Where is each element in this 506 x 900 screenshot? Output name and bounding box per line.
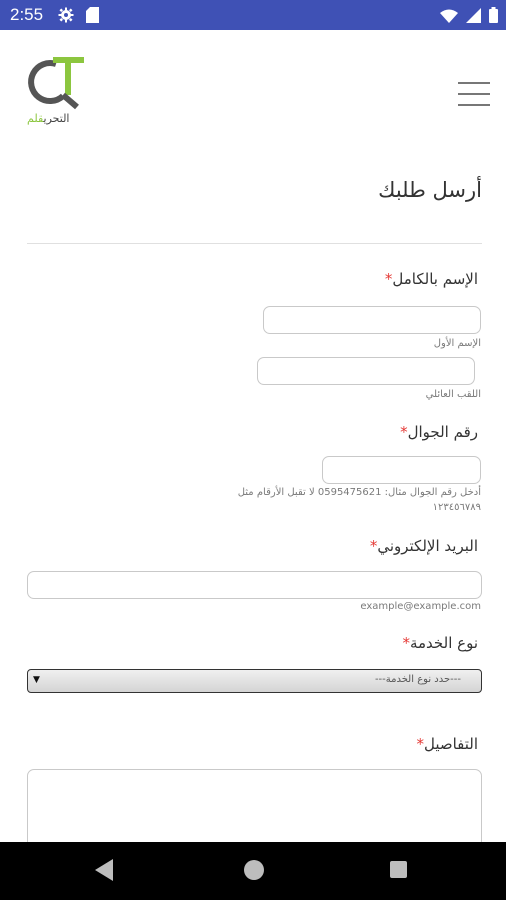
wifi-icon: [440, 8, 458, 27]
dropdown-arrow-icon: ▼: [33, 675, 40, 685]
header: [0, 30, 506, 140]
service-label-text: نوع الخدمة: [409, 634, 478, 652]
email-label: [365, 537, 478, 555]
required-mark: *: [416, 735, 424, 753]
details-label: [411, 735, 478, 753]
status-bar: [0, 0, 506, 30]
navigation-bar: [0, 842, 506, 900]
page-title: أرسل طلبك: [378, 178, 482, 202]
family-name-input[interactable]: [257, 357, 475, 385]
back-icon[interactable]: [95, 859, 113, 885]
mobile-input[interactable]: [322, 456, 481, 484]
recents-icon[interactable]: [390, 861, 407, 878]
cellular-signal-icon: [466, 8, 481, 27]
logo-text-gray: التحري: [43, 112, 70, 125]
email-label-text: البريد الإلكتروني: [377, 537, 478, 555]
service-select[interactable]: [27, 669, 482, 693]
logo-text-green: قلم: [27, 112, 44, 125]
full-name-label: [380, 270, 478, 288]
details-label-text: التفاصيل: [423, 735, 478, 753]
sd-card-icon: [86, 7, 99, 27]
hamburger-icon[interactable]: [458, 82, 490, 106]
first-name-input[interactable]: [263, 306, 481, 334]
gear-icon: [58, 7, 74, 27]
full-name-label-text: الإسم بالكامل: [392, 270, 478, 288]
logo-mark-icon: [25, 55, 87, 110]
email-hint: example@example.com: [360, 601, 481, 612]
mobile-hint-line1: أدخل رقم الجوال مثال: 0595475621 لا تقبل الأرقام مثل: [237, 487, 481, 498]
mobile-label: [395, 423, 478, 441]
divider: [27, 243, 482, 244]
service-label: [397, 634, 478, 652]
family-name-hint: اللقب العائلي: [425, 389, 481, 400]
home-icon[interactable]: [244, 860, 264, 880]
required-mark: *: [402, 634, 410, 652]
logo[interactable]: [25, 55, 87, 130]
required-mark: *: [369, 537, 378, 555]
required-mark: *: [400, 423, 408, 441]
mobile-hint-line2: ١٢٣٤٥٦٧٨٩: [432, 502, 481, 513]
first-name-hint: الإسم الأول: [433, 338, 481, 349]
logo-text: [27, 112, 70, 125]
required-mark: *: [384, 270, 393, 288]
service-select-value: ---حدد نوع الخدمة---: [374, 674, 461, 685]
email-input[interactable]: [27, 571, 482, 599]
status-time: 2:55: [10, 5, 44, 24]
mobile-label-text: رقم الجوال: [407, 423, 478, 441]
battery-icon: [489, 7, 498, 27]
